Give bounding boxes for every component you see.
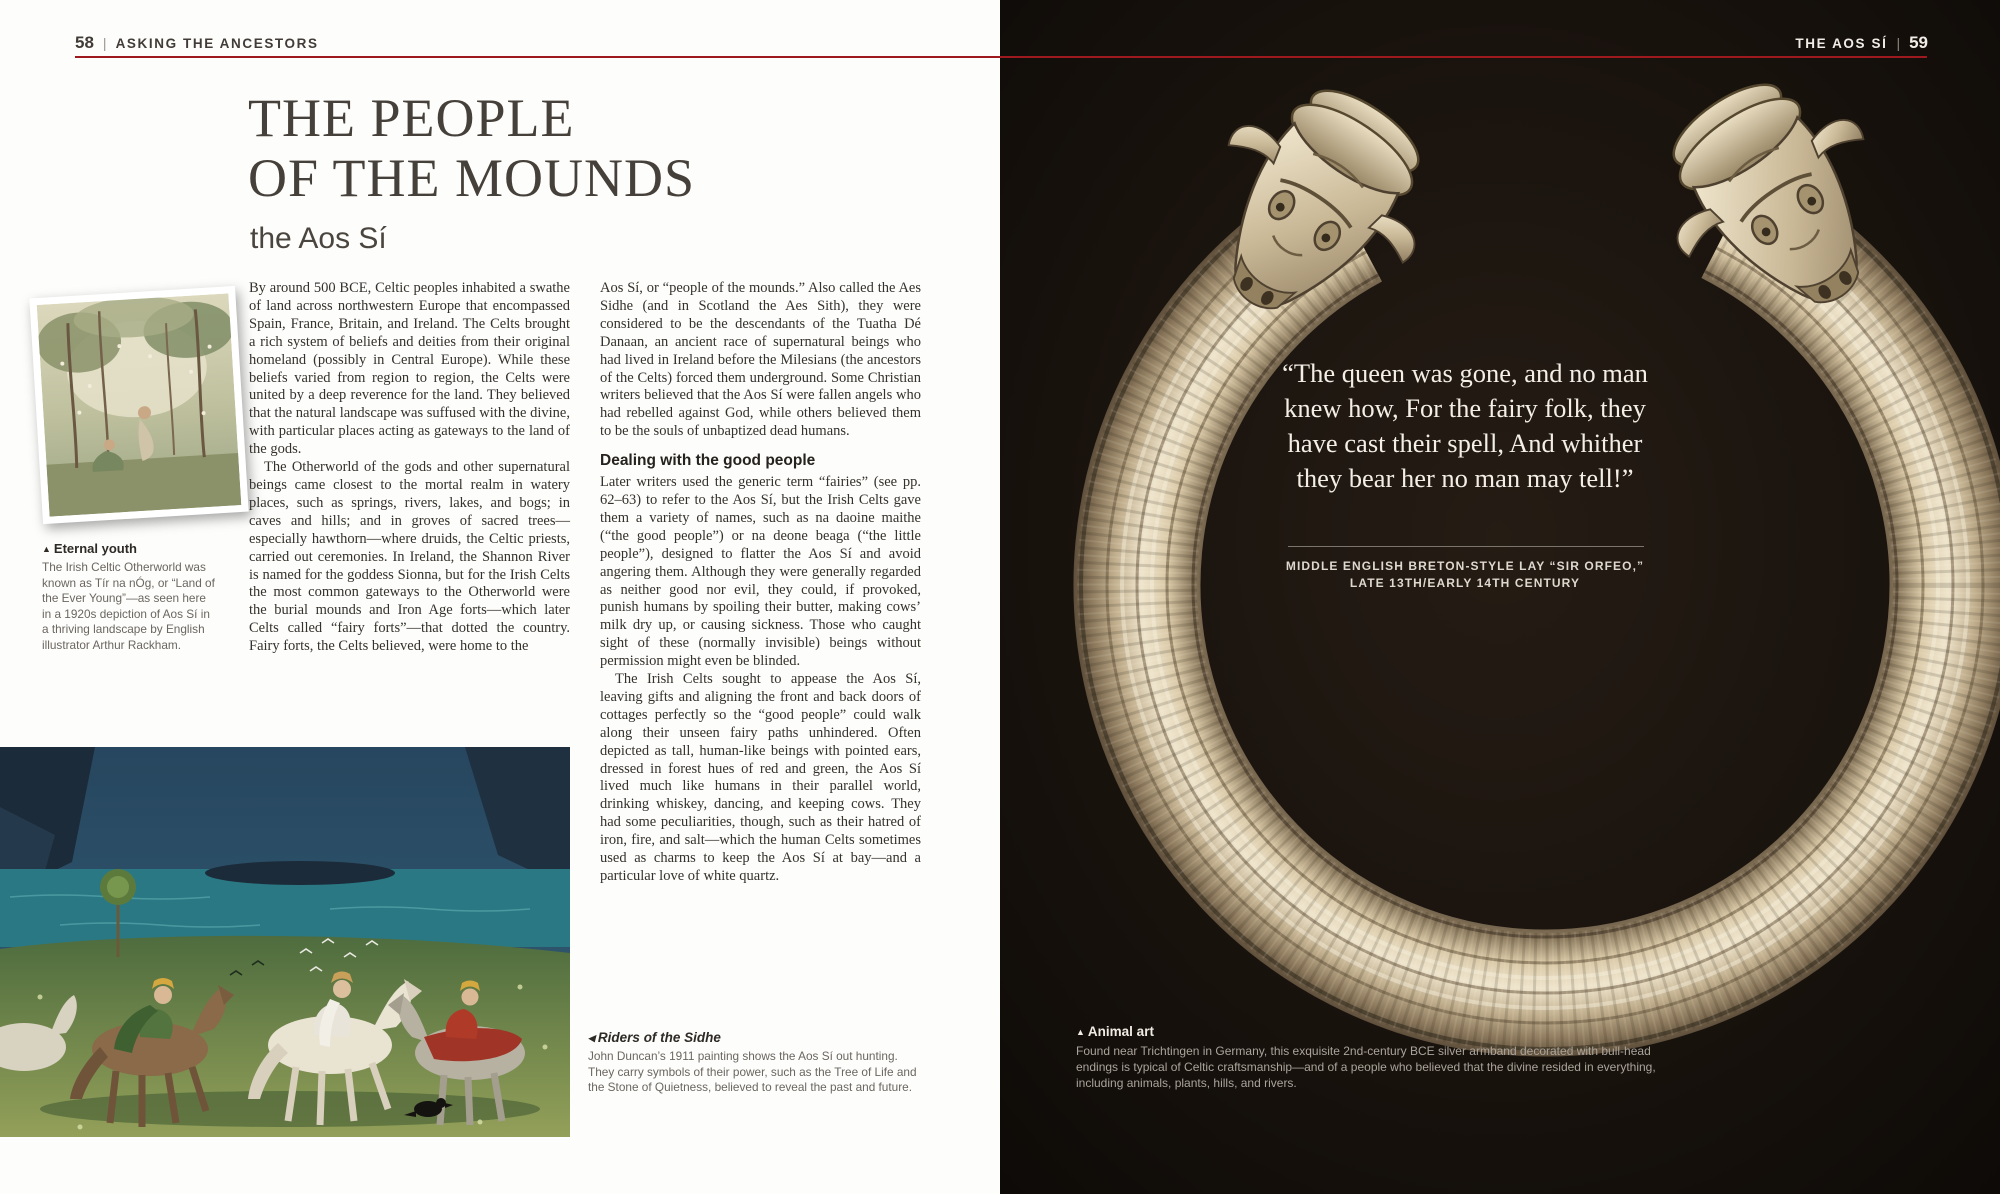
right-page <box>1000 0 2000 1194</box>
eternal-youth-caption <box>42 541 216 654</box>
paragraph: Aos Sí, or “people of the mounds.” Also called the Aes Sidhe (and in Scotland the Aes Sith), they were considered to be the descendants of the Tuatha Dé Danaan, an ancient race of supernatural beings who had lived in Ireland before the Milesians (the ancestors of the Celts) forced them underground. Some Christian writers believed that the Aos Sí were fallen angels who had rebelled against God, while others believed them to be the souls of unbaptized dead humans. <box>600 280 921 440</box>
page-number-left: 58 <box>75 33 94 52</box>
quote-line: “The queen was gone, and no man <box>1282 358 1648 388</box>
running-head-rule <box>75 56 1927 58</box>
caption-text: The Irish Celtic Otherworld was known as Tír na nÓg, or “Land of the Ever Young”—as seen here in a 1920s depiction of Aos Sí in a thriving landscape by English illustrator Arthur Rackham. <box>42 560 215 652</box>
caption-label <box>1076 1024 1661 1039</box>
section-subhead: Dealing with the good people <box>600 452 816 470</box>
torc-photo-art <box>1000 0 2000 1194</box>
caption-text: John Duncan’s 1911 painting shows the Aos Sí out hunting. They carry symbols of their power, such as the Tree of Life and the Stone of Quietness, believed to reveal the past and future. <box>588 1049 917 1095</box>
quote-line: have cast their spell, And whither <box>1287 428 1643 458</box>
rackham-painting <box>29 286 248 524</box>
page-title-line1: THE PEOPLE <box>248 88 575 148</box>
caption-label <box>588 1030 920 1045</box>
riders-painting <box>0 747 570 1137</box>
page-title <box>248 88 695 208</box>
paragraph: Later writers used the generic term “fairies” (see pp. 62–63) to refer to the Aos Sí, but the Irish Celts gave them a variety of names, such as na daoine maithe (“the good people”) or na deone beaga (“the little people”), designed to flatter the Aos Sí and avoid angering them. Although they were generally regarded as neither good nor evil, they could, if provoked, punish humans by spoiling their butter, making cows’ milk dry up, or causing sickness. Those who caught sight of these (normally invisible) beings without permission might even be blinded. <box>600 474 921 670</box>
body-column-2 <box>600 280 921 886</box>
page-subtitle: the Aos Sí <box>250 222 387 255</box>
riders-caption <box>588 1030 920 1096</box>
caption-label-text: Animal art <box>1087 1024 1154 1039</box>
page-title-line2: OF THE MOUNDS <box>248 148 696 208</box>
runhead-divider: | <box>1896 35 1901 51</box>
quote-attribution <box>1150 558 1780 592</box>
paragraph: By around 500 BCE, Celtic peoples inhabited a swathe of land across northwestern Europe that encompassed Spain, France, Britain, and Ireland. The Celts brought a rich system of beliefs and deities from their original homeland (possibly in Central Europe). While these beliefs varied from region to region, the Celts were united by a deep reverence for the land. They believed that the natural landscape was suffused with the divine, with particular places acting as gateways to the land of the gods. <box>249 280 570 458</box>
quote-divider <box>1288 546 1644 547</box>
animal-art-caption <box>1076 1024 1661 1092</box>
up-triangle-icon: ▲ <box>42 544 51 554</box>
running-head-title-right: THE AOS SÍ <box>1795 36 1888 51</box>
torc-photo <box>1000 0 2000 1194</box>
caption-label-text: Eternal youth <box>53 541 137 556</box>
running-head-left <box>75 33 319 53</box>
caption-label-text: Riders of the Sidhe <box>597 1030 721 1045</box>
runhead-divider: | <box>102 35 107 51</box>
pull-quote <box>1205 356 1725 496</box>
caption-label <box>42 541 216 556</box>
paragraph: The Irish Celts sought to appease the Aos Sí, leaving gifts and aligning the front and back doors of cottages perfectly so the “good people” could walk along their unseen fairy paths unhindered. Often depicted as tall, human-like beings with pointed ears, dressed in forest hues of red and green, the Aos Sí lived much like humans in their parallel world, drinking whiskey, dancing, and keeping cows. They had some peculiarities, though, such as their hatred of iron, fire, and salt—which the human Celts sometimes used as charms to keep the Aos Sí at bay—and a particular love of white quartz. <box>600 671 921 884</box>
paragraph: The Otherworld of the gods and other supernatural beings came closest to the mortal realm in watery places, such as springs, rivers, lakes, and bogs; in caves and hills; and in groves of sacred trees—especially hawthorn—where druids, the Celtic priests, carried out ceremonies. In Ireland, the Shannon River is named for the goddess Sionna, but for the Irish Celts the most common gateways to the Otherworld were the burial mounds and Iron Age forts—which later Celts called “fairy forts”—that dotted the country. Fairy forts, the Celts believed, were home to the <box>249 459 570 655</box>
quote-line: knew how, For the fairy folk, they <box>1284 393 1646 423</box>
quote-line: they bear her no man may tell!” <box>1296 463 1634 493</box>
running-head-title-left: ASKING THE ANCESTORS <box>115 36 319 51</box>
up-triangle-icon: ▲ <box>1076 1027 1085 1037</box>
running-head-right <box>1795 33 1928 53</box>
attribution-line: LATE 13TH/EARLY 14TH CENTURY <box>1349 576 1581 590</box>
page-number-right: 59 <box>1909 33 1928 52</box>
riders-painting-art <box>0 747 570 1137</box>
left-triangle-icon: ◀ <box>588 1033 595 1043</box>
rackham-painting-art <box>37 293 242 516</box>
caption-text: Found near Trichtingen in Germany, this exquisite 2nd-century BCE silver armband decorated with bull-head endings is typical of Celtic craftsmanship—and of a people who believed that the divine resided in everything, including animals, plants, hills, and rivers. <box>1076 1044 1656 1091</box>
attribution-line: MIDDLE ENGLISH BRETON-STYLE LAY “SIR ORFEO,” <box>1285 559 1645 573</box>
